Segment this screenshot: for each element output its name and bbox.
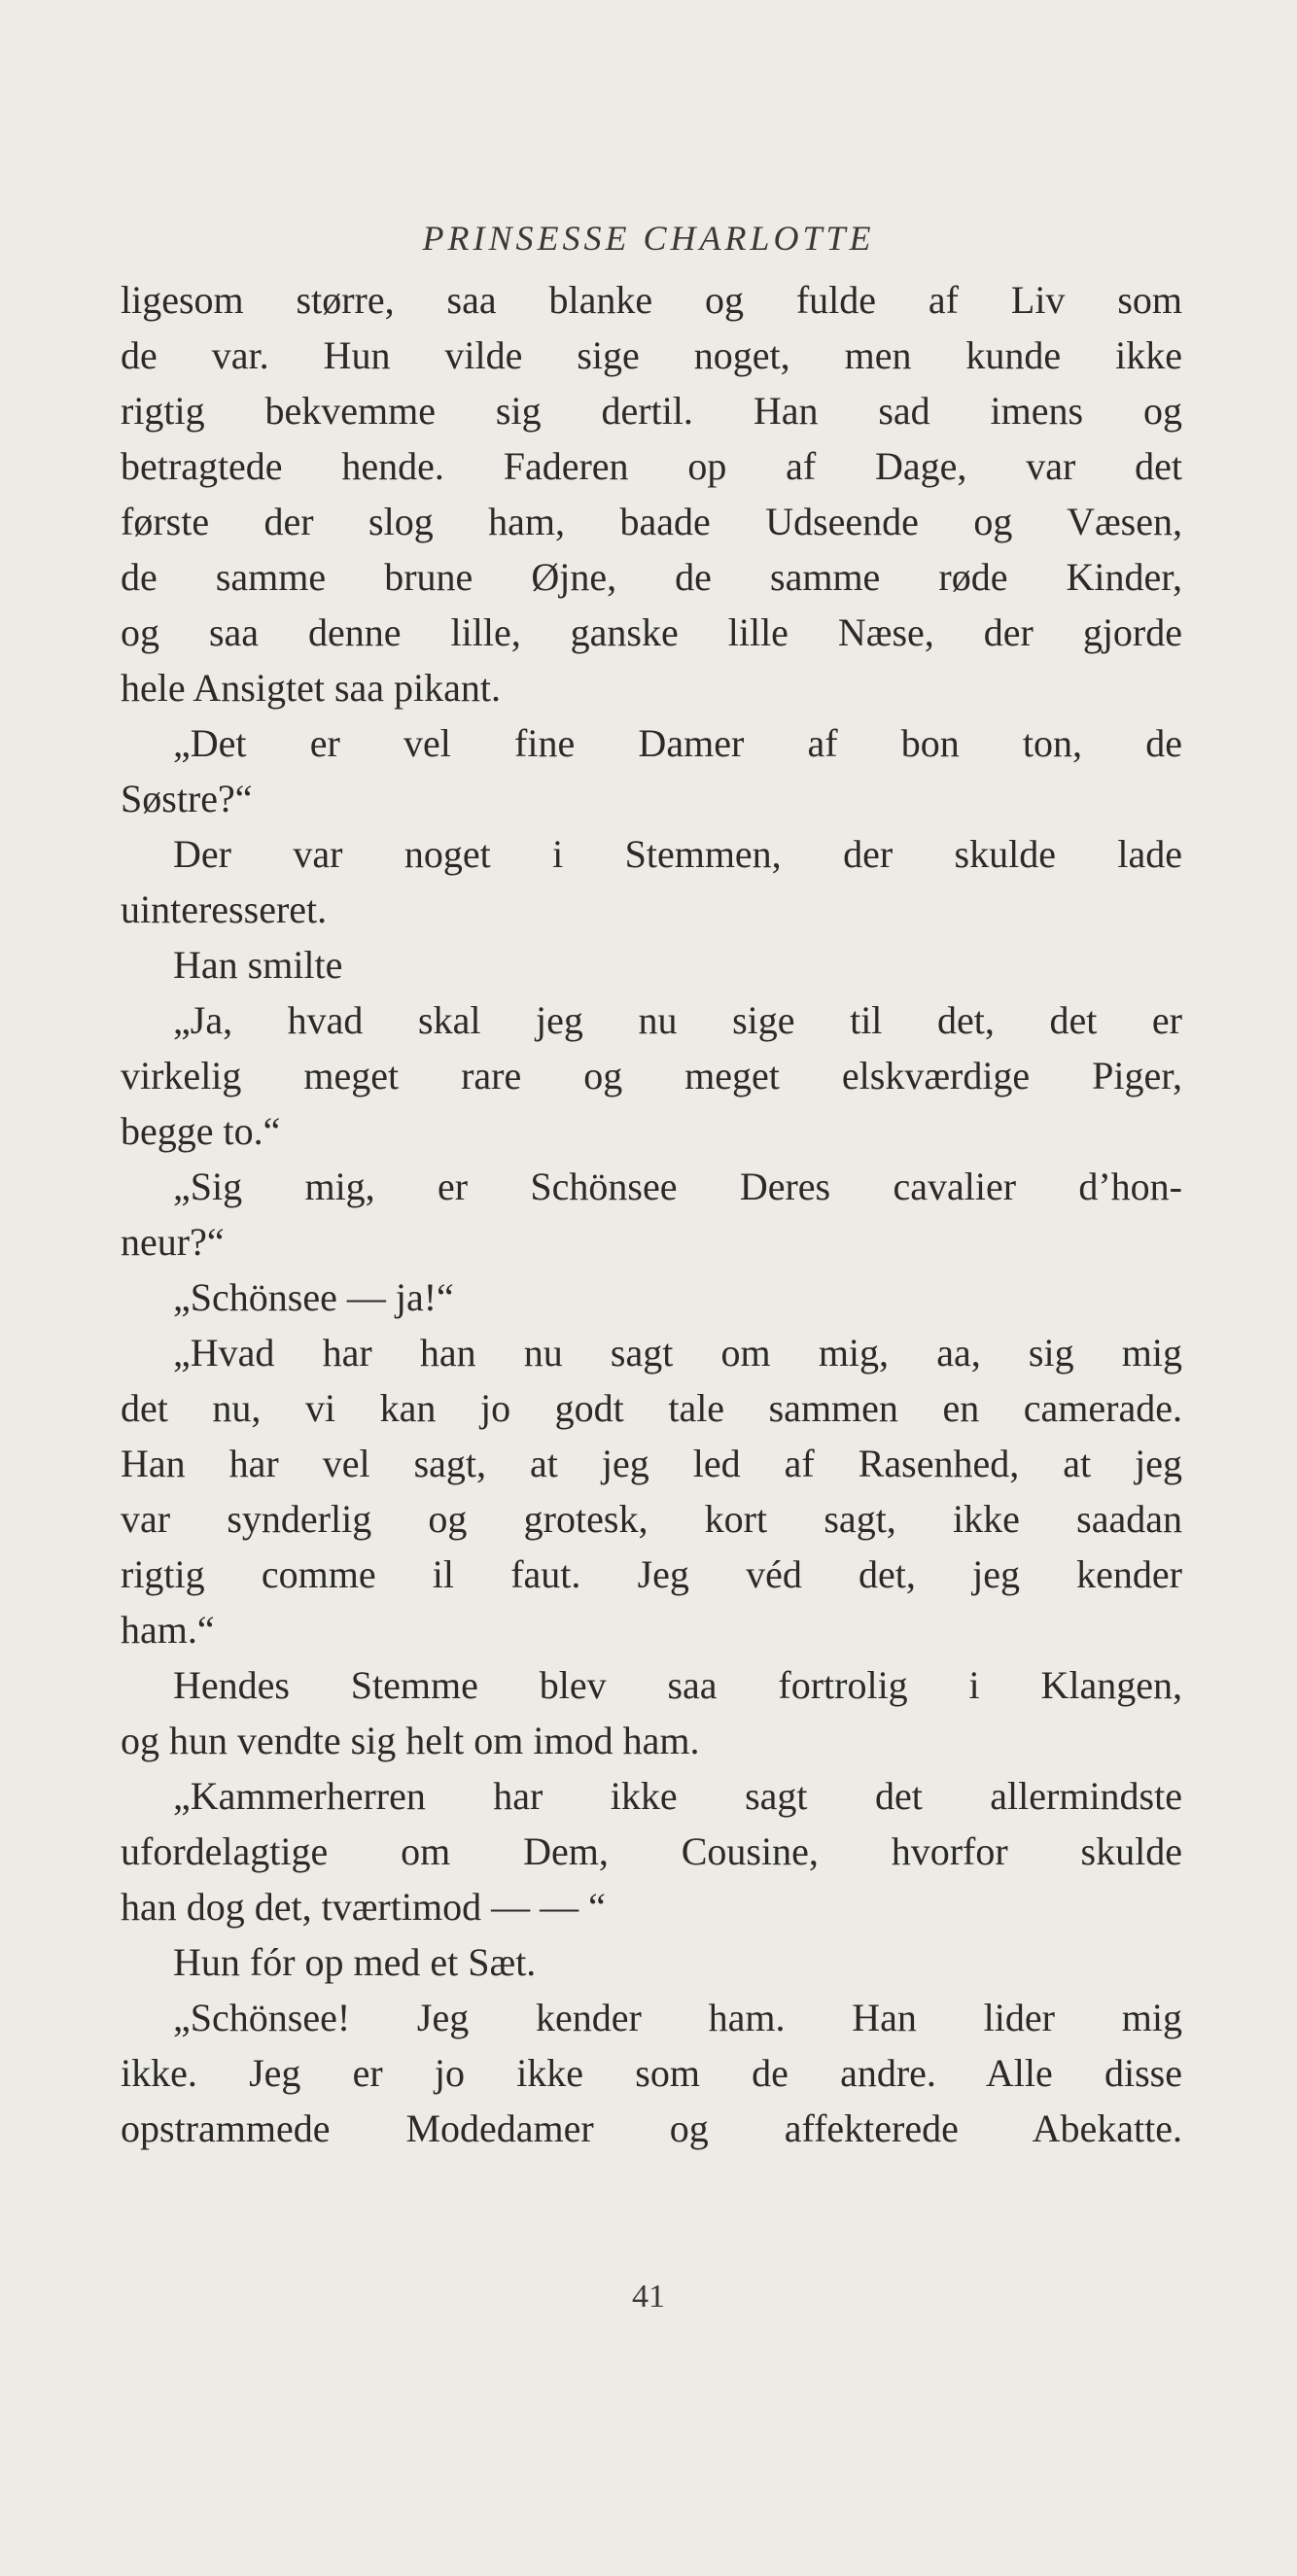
text-line: „Hvad har han nu sagt om mig, aa, sig mig: [173, 1331, 1182, 1375]
text-line: Søstre?“: [121, 777, 253, 820]
text-line: Hendes Stemme blev saa fortrolig i Klangen,: [173, 1663, 1182, 1707]
text-line: ham.“: [121, 1608, 215, 1652]
text-line: „Ja, hvad skal jeg nu sige til det, det er: [173, 998, 1182, 1042]
text-line: begge to.“: [121, 1109, 281, 1153]
text-line: hele Ansigtet saa pikant.: [121, 666, 502, 710]
text-line: ufordelagtige om Dem, Cousine, hvorfor skulde: [121, 1829, 1182, 1873]
text-line: betragtede hende. Faderen op af Dage, var det: [121, 444, 1182, 488]
text-line: og hun vendte sig helt om imod ham.: [121, 1719, 700, 1762]
text-line: og saa denne lille, ganske lille Næse, der gjorde: [121, 610, 1182, 654]
text-line: „Sig mig, er Schönsee Deres cavalier d’hon-: [173, 1165, 1182, 1208]
text-line: „Schönsee! Jeg kender ham. Han lider mig: [173, 1996, 1182, 2039]
text-line: de samme brune Øjne, de samme røde Kinder,: [121, 555, 1182, 599]
text-line: første der slog ham, baade Udseende og Væsen,: [121, 500, 1182, 543]
text-line: var synderlig og grotesk, kort sagt, ikke saadan: [121, 1497, 1182, 1541]
page-number: 41: [632, 2279, 665, 2315]
text-line: Han har vel sagt, at jeg led af Rasenhed, at jeg: [121, 1442, 1182, 1485]
running-title: PRINSESSE CHARLOTTE: [422, 219, 875, 258]
text-line: rigtig bekvemme sig dertil. Han sad imens og: [121, 389, 1182, 433]
text-line: rigtig comme il faut. Jeg véd det, jeg kender: [121, 1552, 1182, 1596]
text-line: det nu, vi kan jo godt tale sammen en camerade.: [121, 1386, 1182, 1430]
text-line: ikke. Jeg er jo ikke som de andre. Alle disse: [121, 2051, 1182, 2095]
text-line: „Det er vel fine Damer af bon ton, de: [173, 721, 1182, 765]
text-line: han dog det, tværtimod — — “: [121, 1885, 606, 1929]
text-line: Han smilte: [173, 943, 343, 987]
body-text: [121, 272, 1182, 2156]
text-line: „Kammerherren har ikke sagt det allermindste: [173, 1774, 1182, 1818]
text-line: Hun fór op med et Sæt.: [173, 1940, 537, 1984]
text-line: Der var noget i Stemmen, der skulde lade: [173, 832, 1182, 876]
text-line: „Schönsee — ja!“: [173, 1275, 454, 1319]
text-line: uinteresseret.: [121, 888, 328, 931]
text-line: de var. Hun vilde sige noget, men kunde ikke: [121, 333, 1182, 377]
text-line: ligesom større, saa blanke og fulde af Liv som: [121, 278, 1182, 322]
text-line: opstrammede Modedamer og affekterede Abekatte.: [121, 2106, 1182, 2150]
text-line: virkelig meget rare og meget elskværdige Piger,: [121, 1054, 1182, 1097]
text-line: neur?“: [121, 1220, 225, 1264]
